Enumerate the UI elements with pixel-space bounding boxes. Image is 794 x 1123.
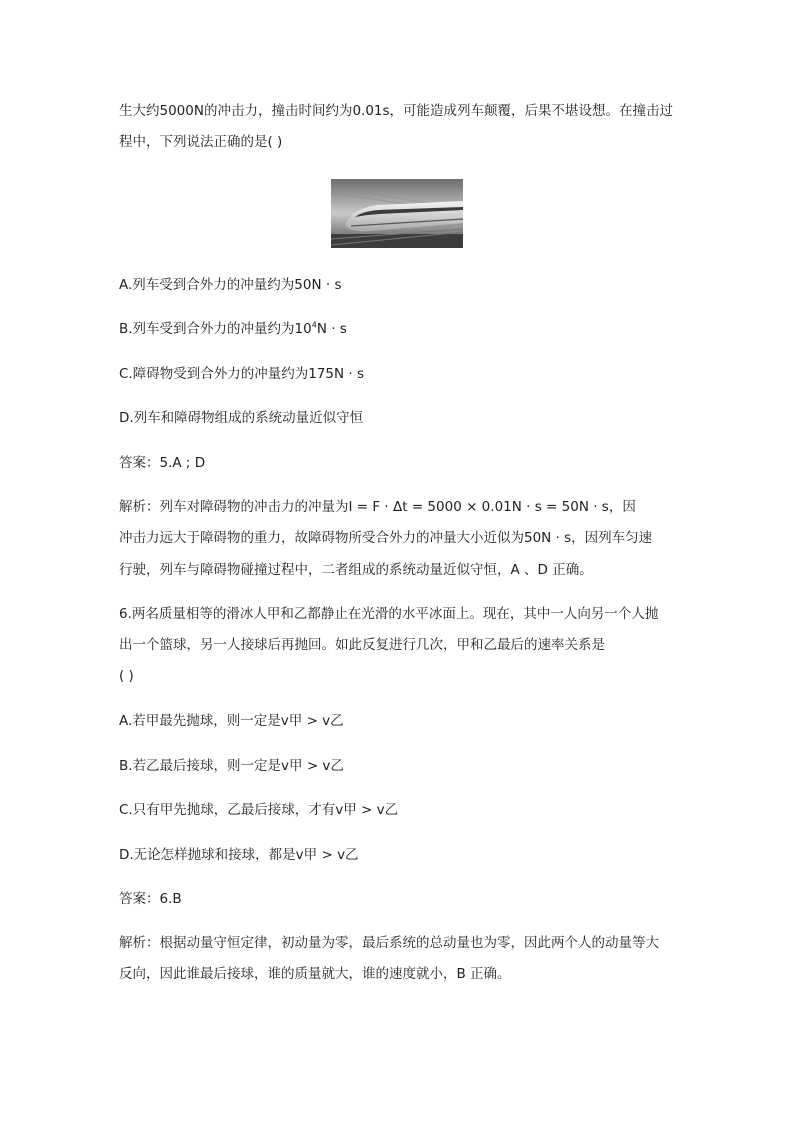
q6-answer: 答案：6.B (119, 891, 182, 907)
q5-stem-line-2: 程中，下列说法正确的是( ) (119, 134, 283, 150)
q5-option-a: A.列车受到合外力的冲量约为50N · s (119, 277, 342, 293)
q6-option-a: A.若甲最先抛球，则一定是v甲 > v乙 (119, 713, 344, 729)
q6-option-b: B.若乙最后接球，则一定是v甲 > v乙 (119, 758, 344, 774)
q6-stem-line-1: 6.两名质量相等的滑冰人甲和乙都静止在光滑的水平冰面上。现在，其中一人向另一个人抛 (119, 606, 659, 622)
q6-option-c: C.只有甲先抛球，乙最后接球，才有v甲 > v乙 (119, 802, 399, 818)
q6-analysis-line-1: 解析：根据动量守恒定律，初动量为零，最后系统的总动量也为零，因此两个人的动量等大 (119, 935, 659, 951)
q5-stem-line-1: 生大约5000N的冲击力，撞击时间约为0.01s，可能造成列车颠覆，后果不堪设想。在撞击过 (119, 103, 674, 119)
high-speed-train-photo-icon (331, 179, 463, 248)
q5-option-d: D.列车和障碍物组成的系统动量近似守恒 (119, 410, 364, 426)
q6-stem-line-3: ( ) (119, 668, 134, 684)
q5-option-b: B.列车受到合外力的冲量约为$10^4N \cdot s$ (119, 320, 347, 337)
q5-analysis-line-2: 冲击力远大于障碍物的重力，故障碍物所受合外力的冲量大小近似为50N · s，因列车匀速 (119, 530, 653, 546)
q5-analysis-line-1: 解析：列车对障碍物的冲击力的冲量为I = F · Δt = 5000 × 0.01N · s = 50N · s，因 (119, 499, 636, 515)
q5-option-c: C.障碍物受到合外力的冲量约为175N · s (119, 366, 364, 382)
q6-option-d: D.无论怎样抛球和接球，都是v甲 > v乙 (119, 847, 359, 863)
q6-stem-line-2: 出一个篮球，另一人接球后再抛回。如此反复进行几次，甲和乙最后的速率关系是 (119, 637, 605, 653)
q6-analysis-line-2: 反向，因此谁最后接球，谁的质量就大，谁的速度就小，B 正确。 (119, 966, 511, 982)
train-image (331, 179, 463, 248)
q5-analysis-line-3: 行驶，列车与障碍物碰撞过程中，二者组成的系统动量近似守恒，A 、D 正确。 (119, 562, 593, 578)
q5-answer: 答案：5.A ; D (119, 455, 206, 471)
